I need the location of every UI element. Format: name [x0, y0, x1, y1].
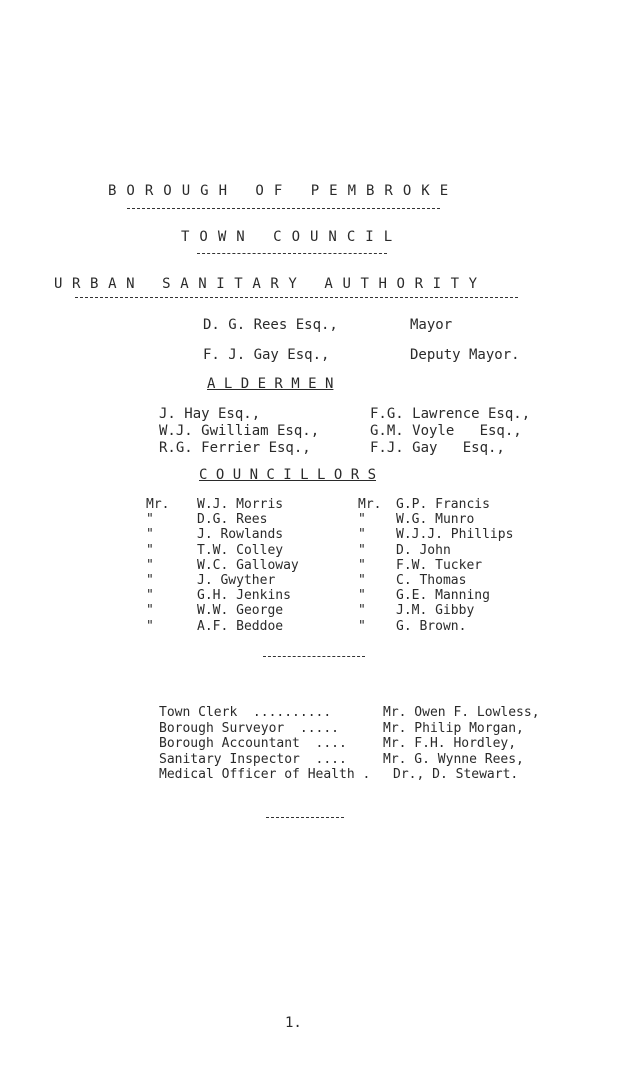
- councillor-right: J.M. Gibby: [396, 603, 475, 619]
- staff-name: Mr. Owen F. Lowless,: [383, 705, 540, 720]
- council-title: TOWN COUNCIL: [181, 229, 403, 245]
- staff-name: Mr. Philip Morgan,: [383, 720, 524, 736]
- staff-role: Medical Officer of Health .: [159, 767, 371, 782]
- councillor-right: W.J.J. Phillips: [396, 527, 514, 543]
- mayor-name: D. G. Rees Esq.,: [203, 317, 338, 333]
- councillor-left-prefix: ": [146, 603, 154, 619]
- councillor-left: W.W. George: [197, 603, 284, 619]
- councillor-right-prefix: ": [358, 588, 366, 604]
- rule-2: [197, 253, 387, 254]
- councillor-right-prefix: ": [358, 527, 366, 543]
- councillor-right: F.W. Tucker: [396, 557, 483, 573]
- councillor-left: D.G. Rees: [197, 512, 268, 528]
- councillor-left-prefix: ": [146, 573, 154, 588]
- councillor-left-prefix: Mr.: [146, 497, 170, 512]
- councillor-left-prefix: ": [146, 588, 154, 604]
- councillor-left: J. Rowlands: [197, 527, 284, 543]
- staff-name: Mr. F.H. Hordley,: [383, 736, 517, 751]
- staff-role: Sanitary Inspector ....: [159, 751, 347, 767]
- councillor-right: G.P. Francis: [396, 497, 490, 512]
- borough-title: BOROUGH OF PEMBROKE: [108, 183, 459, 199]
- councillors-heading: C O U N C I L L O R S: [199, 467, 377, 483]
- councillor-right-prefix: ": [358, 618, 366, 634]
- councillor-right-prefix: Mr.: [358, 497, 382, 512]
- councillor-left-prefix: ": [146, 618, 154, 634]
- councillor-left: A.F. Beddoe: [197, 618, 284, 634]
- councillor-left-prefix: ": [146, 512, 154, 528]
- staff-role: Town Clerk ..........: [159, 705, 332, 720]
- councillor-left: G.H. Jenkins: [197, 588, 291, 604]
- councillor-right: G. Brown.: [396, 618, 467, 634]
- councillor-left-prefix: ": [146, 527, 154, 543]
- councillor-right-prefix: ": [358, 573, 366, 588]
- councillor-right: G.E. Manning: [396, 588, 490, 604]
- rule-4: [263, 656, 365, 657]
- authority-title: URBAN SANITARY AUTHORITY: [54, 276, 487, 292]
- alderman-right-1: F.G. Lawrence Esq.,: [370, 406, 531, 422]
- page-number: 1.: [285, 1015, 302, 1031]
- councillor-right-prefix: ": [358, 557, 366, 573]
- councillor-left-prefix: ": [146, 557, 154, 573]
- councillor-right: D. John: [396, 542, 451, 558]
- councillor-left: W.C. Galloway: [197, 557, 299, 573]
- alderman-right-2: G.M. Voyle Esq.,: [370, 423, 522, 439]
- councillor-right: W.G. Munro: [396, 512, 475, 528]
- staff-name: Mr. G. Wynne Rees,: [383, 751, 524, 767]
- councillor-left: T.W. Colley: [197, 542, 284, 558]
- councillor-right-prefix: ": [358, 542, 366, 558]
- deputy-title: Deputy Mayor.: [410, 347, 520, 363]
- councillor-right: C. Thomas: [396, 573, 467, 588]
- rule-3: [75, 297, 518, 298]
- councillor-right-prefix: ": [358, 512, 366, 528]
- aldermen-heading: A L D E R M E N: [207, 376, 334, 392]
- alderman-left-2: W.J. Gwilliam Esq.,: [159, 423, 320, 439]
- alderman-left-3: R.G. Ferrier Esq.,: [159, 440, 311, 456]
- staff-role: Borough Accountant ....: [159, 736, 347, 751]
- staff-role: Borough Surveyor .....: [159, 720, 340, 736]
- alderman-left-1: J. Hay Esq.,: [159, 406, 261, 422]
- alderman-right-3: F.J. Gay Esq.,: [370, 440, 505, 456]
- councillor-right-prefix: ": [358, 603, 366, 619]
- deputy-name: F. J. Gay Esq.,: [203, 347, 330, 363]
- rule-1: [127, 208, 440, 209]
- mayor-title: Mayor: [410, 317, 453, 333]
- staff-name: Dr., D. Stewart.: [393, 767, 519, 782]
- councillor-left: J. Gwyther: [197, 573, 276, 588]
- councillor-left: W.J. Morris: [197, 497, 284, 512]
- councillor-left-prefix: ": [146, 542, 154, 558]
- rule-5: [266, 817, 344, 818]
